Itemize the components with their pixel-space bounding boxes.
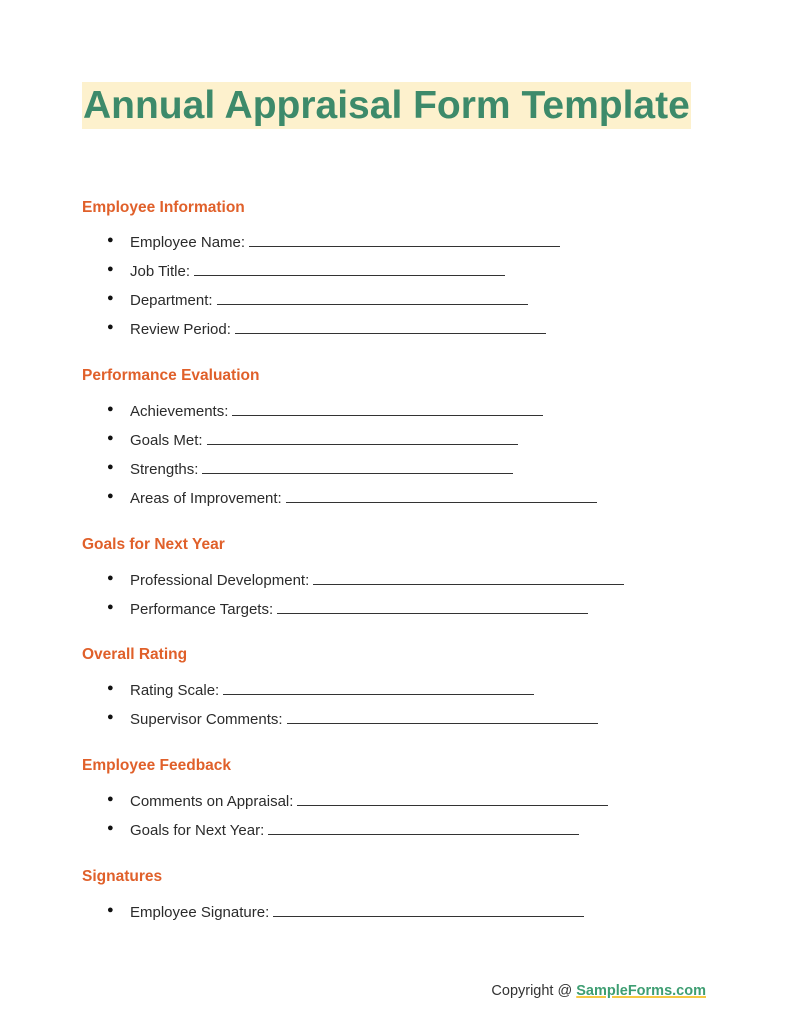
field-label: Job Title: (130, 263, 191, 280)
bullet-icon: ● (107, 461, 114, 473)
list-item (82, 679, 598, 708)
bullet-icon: ● (107, 432, 114, 444)
list-item (82, 289, 560, 318)
list-item (82, 790, 608, 819)
field-label: Comments on Appraisal: (130, 793, 294, 810)
field-blank-line[interactable] (297, 790, 608, 806)
brand-link[interactable]: SampleForms.com (576, 983, 706, 999)
field-label: Strengths: (130, 461, 199, 478)
section-performance-evaluation (82, 366, 597, 516)
list-item (82, 901, 584, 930)
field-label: Goals Met: (130, 432, 203, 449)
field-list (82, 569, 624, 627)
copyright-text: Copyright @ (491, 983, 577, 999)
field-label: Department: (130, 292, 213, 309)
field-label: Employee Name: (130, 234, 246, 251)
field-blank-line[interactable] (268, 819, 579, 835)
bullet-icon: ● (107, 572, 114, 584)
list-item (82, 429, 597, 458)
bullet-icon: ● (107, 263, 114, 275)
field-list (82, 679, 598, 737)
list-item (82, 819, 608, 848)
field-label: Professional Development: (130, 572, 310, 589)
field-list (82, 231, 560, 347)
section-heading: Goals for Next Year (82, 536, 225, 553)
field-blank-line[interactable] (313, 569, 624, 585)
bullet-icon: ● (107, 292, 114, 304)
section-heading: Employee Feedback (82, 757, 232, 774)
field-blank-line[interactable] (223, 679, 534, 695)
bullet-icon: ● (107, 601, 114, 613)
section-overall-rating (82, 645, 598, 737)
field-label: Performance Targets: (130, 601, 274, 618)
field-blank-line[interactable] (202, 458, 513, 474)
field-label: Areas of Improvement: (130, 490, 282, 507)
field-label: Review Period: (130, 321, 231, 338)
list-item (82, 318, 560, 347)
section-heading: Signatures (82, 868, 163, 885)
field-label: Supervisor Comments: (130, 711, 283, 728)
field-blank-line[interactable] (273, 901, 584, 917)
section-employee-information (82, 198, 560, 347)
list-item (82, 260, 560, 289)
bullet-icon: ● (107, 321, 114, 333)
section-heading: Performance Evaluation (82, 367, 260, 384)
list-item (82, 598, 624, 627)
field-blank-line[interactable] (207, 429, 518, 445)
bullet-icon: ● (107, 234, 114, 246)
section-employee-feedback (82, 756, 608, 848)
field-blank-line[interactable] (194, 260, 505, 276)
bullet-icon: ● (107, 822, 114, 834)
field-blank-line[interactable] (235, 318, 546, 334)
field-blank-line[interactable] (249, 231, 560, 247)
field-blank-line[interactable] (287, 708, 598, 724)
field-label: Employee Signature: (130, 904, 270, 921)
field-label: Achievements: (130, 403, 229, 420)
list-item (82, 458, 597, 487)
bullet-icon: ● (107, 403, 114, 415)
section-heading: Overall Rating (82, 646, 188, 663)
bullet-icon: ● (107, 793, 114, 805)
bullet-icon: ● (107, 682, 114, 694)
list-item (82, 569, 624, 598)
field-label: Goals for Next Year: (130, 822, 265, 839)
section-heading: Employee Information (82, 199, 245, 216)
page-title: Annual Appraisal Form Template (83, 84, 690, 127)
section-signatures (82, 867, 584, 930)
bullet-icon: ● (107, 490, 114, 502)
bullet-icon: ● (107, 711, 114, 723)
title-block (82, 82, 691, 129)
field-list (82, 400, 597, 516)
list-item (82, 487, 597, 516)
bullet-icon: ● (107, 904, 114, 916)
list-item (82, 400, 597, 429)
field-label: Rating Scale: (130, 682, 220, 699)
section-goals-next-year (82, 535, 624, 627)
list-item (82, 231, 560, 260)
field-list (82, 790, 608, 848)
field-blank-line[interactable] (286, 487, 597, 503)
field-blank-line[interactable] (277, 598, 588, 614)
copyright-footer (491, 983, 706, 999)
list-item (82, 708, 598, 737)
field-blank-line[interactable] (232, 400, 543, 416)
field-blank-line[interactable] (217, 289, 528, 305)
field-list (82, 901, 584, 930)
